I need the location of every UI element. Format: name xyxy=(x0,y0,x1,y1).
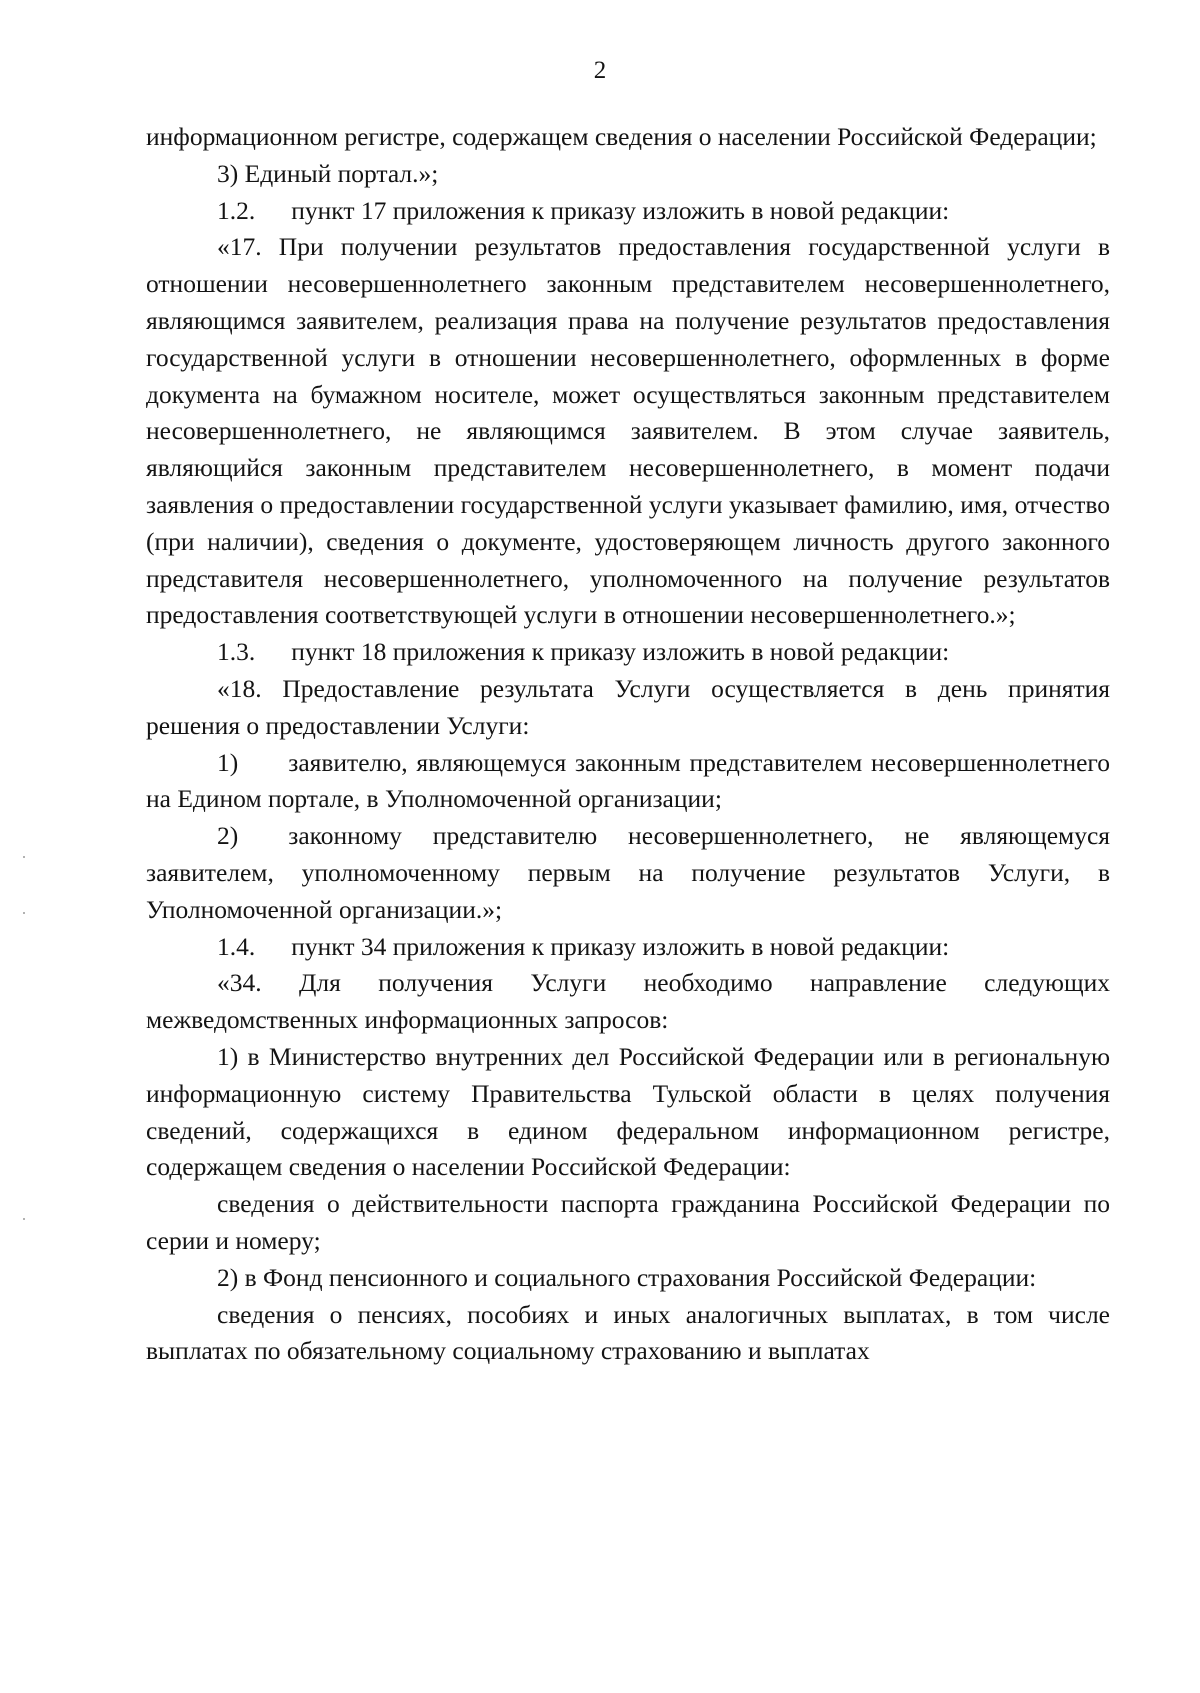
paragraph: «18. Предоставление результата Услуги осуществляется в день принятия решения о предоставлении Услуги: xyxy=(146,673,1110,740)
item-number: 1.4. xyxy=(217,931,256,961)
item-text: заявителю, являющемуся законным представителем несовершеннолетнего на Едином портале, в Уполномоченной организации; xyxy=(146,747,1110,814)
paragraph: сведения о пенсиях, пособиях и иных аналогичных выплатах, в том числе выплатах по обязательному социальному страхованию и выплатах xyxy=(146,1299,1110,1366)
scan-speck xyxy=(23,912,25,914)
paragraph: 1) в Министерство внутренних дел Российской Федерации или в региональную информационную систему Правительства Тульской области в целях получения сведений, содержащихся в едином федеральном информационном регистре, содержащем сведения о населении Российской Федерации: xyxy=(146,1041,1110,1182)
paragraph: 2) в Фонд пенсионного и социального страхования Российской Федерации: xyxy=(217,1262,1037,1292)
numbered-paragraph xyxy=(146,929,1110,966)
numbered-paragraph xyxy=(146,745,1110,819)
item-number: 1) xyxy=(217,747,239,777)
paragraph: сведения о действительности паспорта гражданина Российской Федерации по серии и номеру; xyxy=(146,1189,1110,1255)
numbered-paragraph xyxy=(146,818,1110,928)
item-text: пункт 34 приложения к приказу изложить в новой редакции: xyxy=(291,931,950,961)
item-text: пункт 18 приложения к приказу изложить в новой редакции: xyxy=(291,637,950,667)
item-text: пункт 17 приложения к приказу изложить в новой редакции: xyxy=(291,195,950,225)
paragraph: информационном регистре, содержащем сведения о населении Российской Федерации; xyxy=(146,122,1097,151)
document-body xyxy=(146,119,1110,1370)
numbered-paragraph xyxy=(146,634,1110,671)
paragraph: 3) Единый портал.»; xyxy=(217,158,439,188)
numbered-paragraph xyxy=(146,193,1110,230)
paragraph: «34. Для получения Услуги необходимо направление следующих межведомственных информационных запросов: xyxy=(146,968,1110,1035)
item-number: 1.2. xyxy=(217,195,256,225)
item-number: 1.3. xyxy=(217,637,256,667)
scan-speck xyxy=(23,856,25,858)
item-number: 2) xyxy=(217,821,239,851)
paragraph: «17. При получении результатов предоставления государственной услуги в отношении несовершеннолетнего законным представителем несовершеннолетнего, являющимся заявителем, реализация права на получение результатов предоставления государственной услуги в отношении несовершеннолетнего, оформленных в форме документа на бумажном носителе, может осуществляться законным представителем несовершеннолетнего, не являющимся заявителем. В этом случае заявитель, являющийся законным представителем несовершеннолетнего, в момент подачи заявления о предоставлении государственной услуги указывает фамилию, имя, отчество (при наличии), сведения о документе, удостоверяющем личность другого законного представителя несовершеннолетнего, уполномоченного на получение результатов предоставления соответствующей услуги в отношении несовершеннолетнего.»; xyxy=(146,232,1110,630)
item-text: законному представителю несовершеннолетнего, не являющемуся заявителем, уполномоченному первым на получение результатов Услуги, в Уполномоченной организации.»; xyxy=(146,821,1110,924)
page-number: 2 xyxy=(593,57,607,84)
scan-speck xyxy=(23,1218,25,1220)
